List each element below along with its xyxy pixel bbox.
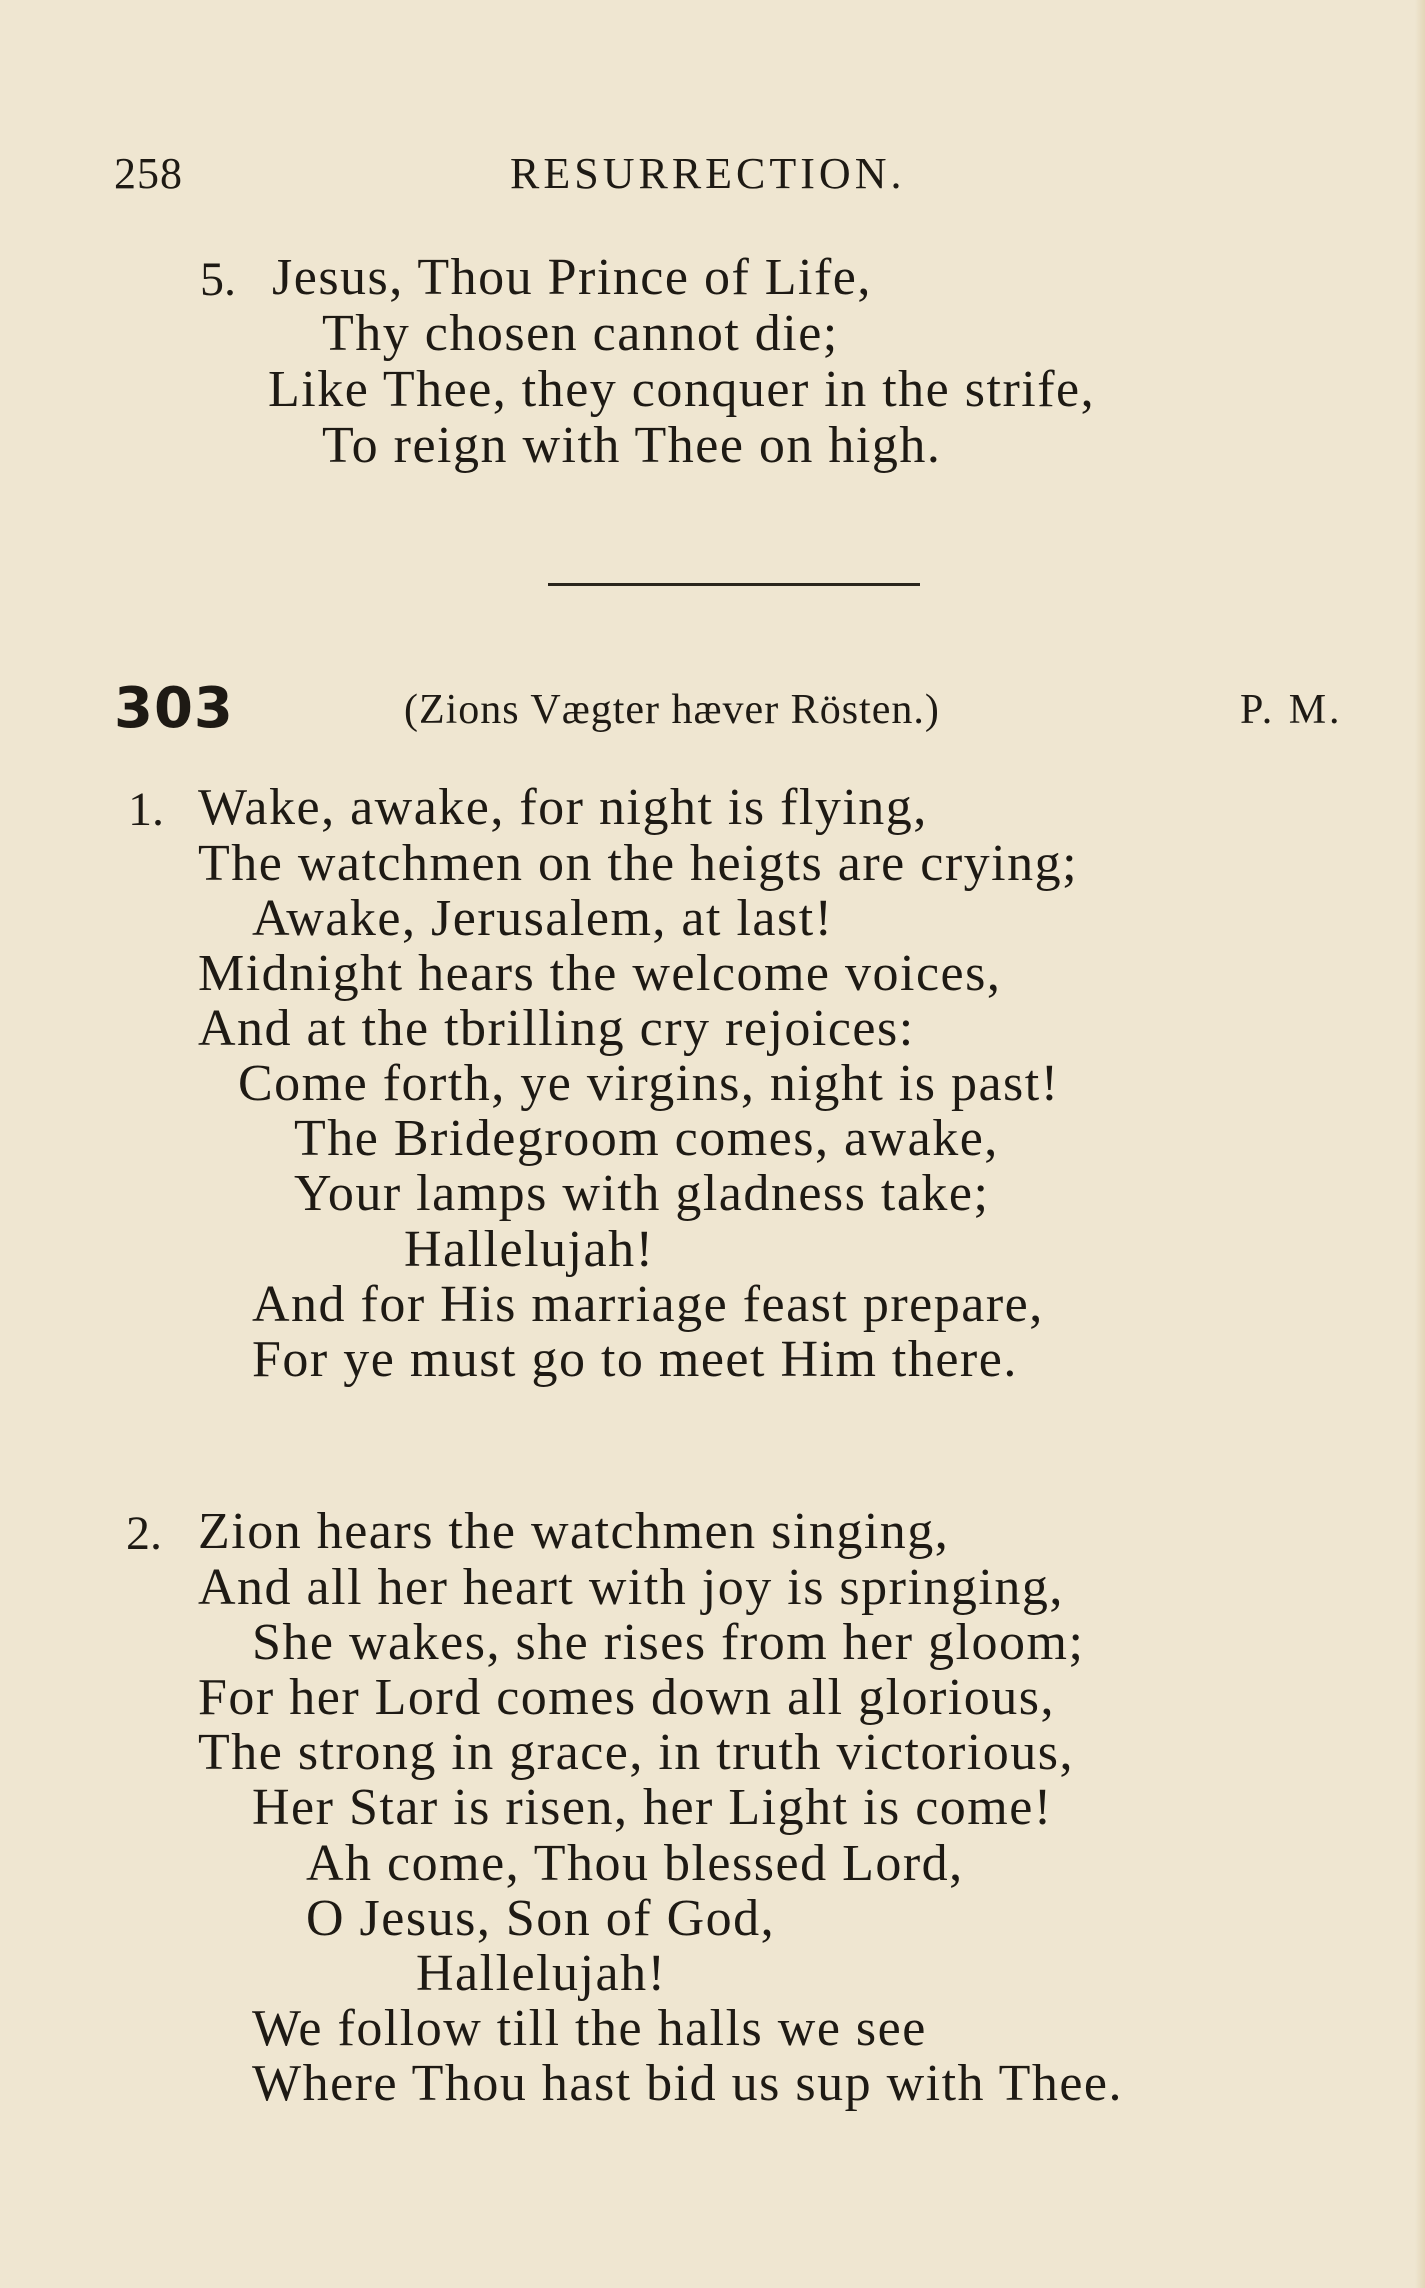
verse-number: 1. — [128, 783, 164, 836]
verse-number: 2. — [126, 1507, 162, 1560]
verse-line: Like Thee, they conquer in the strife, — [268, 361, 1096, 418]
verse-line: Thy chosen cannot die; — [322, 305, 839, 362]
hymn-number: 303 — [114, 676, 234, 741]
verse-line: And at the tbrilling cry rejoices: — [198, 1000, 915, 1057]
verse-line: Ah come, Thou blessed Lord, — [306, 1835, 964, 1892]
verse-line: Midnight hears the welcome voices, — [198, 945, 1002, 1002]
verse-line: Come forth, ye virgins, night is past! — [238, 1055, 1060, 1112]
verse-line: The strong in grace, in truth victorious, — [198, 1724, 1074, 1781]
verse-line: And all her heart with joy is springing, — [198, 1559, 1064, 1616]
section-divider — [548, 583, 920, 586]
verse-number: 5. — [200, 253, 236, 306]
hymn-meter: P. M. — [1240, 687, 1343, 733]
page-edge — [1415, 0, 1425, 2288]
verse-line: The Bridegroom comes, awake, — [294, 1110, 999, 1167]
page-number: 258 — [114, 149, 183, 198]
verse-line: Jesus, Thou Prince of Life, — [272, 249, 872, 306]
page-header-title: RESURRECTION. — [510, 149, 906, 198]
verse-line: Hallelujah! — [404, 1221, 655, 1278]
verse-line: Your lamps with gladness take; — [294, 1165, 990, 1222]
verse-line: We follow till the halls we see — [252, 2000, 927, 2057]
verse-line: For ye must go to meet Him there. — [252, 1331, 1018, 1388]
verse-line: Her Star is risen, her Light is come! — [252, 1779, 1053, 1836]
verse-line: O Jesus, Son of God, — [306, 1890, 776, 1947]
verse-line: To reign with Thee on high. — [322, 417, 942, 474]
verse-line: Wake, awake, for night is flying, — [198, 779, 928, 836]
verse-line: Zion hears the watchmen singing, — [198, 1503, 950, 1560]
verse-line: The watchmen on the heigts are crying; — [198, 835, 1079, 892]
verse-line: Where Thou hast bid us sup with Thee. — [252, 2055, 1123, 2112]
verse-line: Awake, Jerusalem, at last! — [252, 890, 834, 947]
verse-line: And for His marriage feast prepare, — [252, 1276, 1044, 1333]
hymn-tune-title: (Zions Vægter hæver Rösten.) — [404, 687, 940, 733]
verse-line: Hallelujah! — [416, 1945, 667, 2002]
verse-line: For her Lord comes down all glorious, — [198, 1669, 1056, 1726]
verse-line: She wakes, she rises from her gloom; — [252, 1614, 1085, 1671]
